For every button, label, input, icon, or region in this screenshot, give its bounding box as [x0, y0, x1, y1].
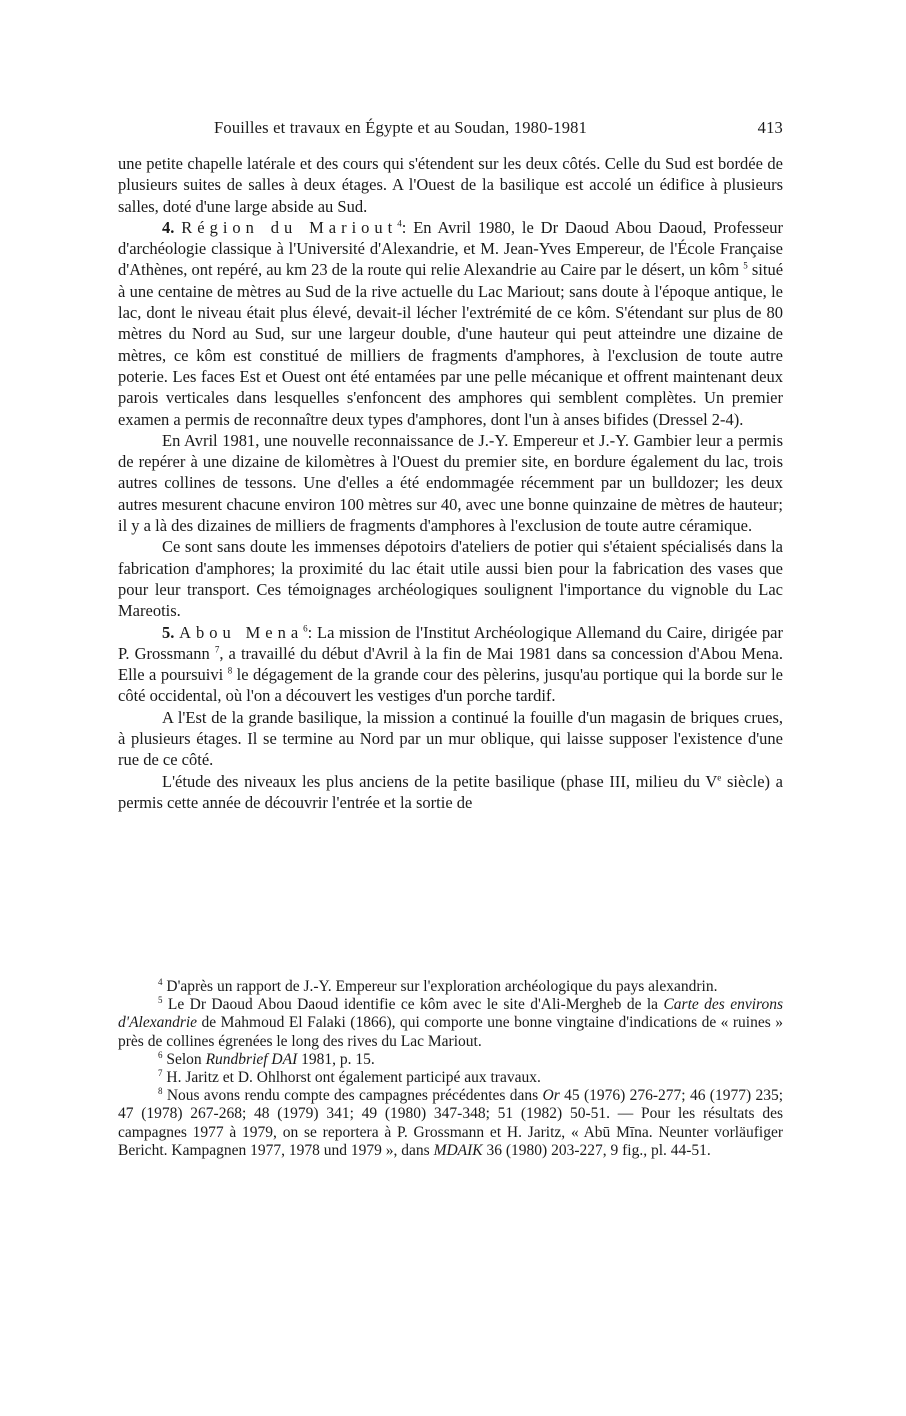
running-header [118, 118, 783, 140]
footnote-mark: 4 [158, 976, 163, 987]
footnote-mark: 5 [158, 995, 163, 1006]
paragraph [118, 771, 783, 814]
paragraph-text: : La mission de l'Institut Archéologique Allemand du Caire, dirigée par P. Grossmann [118, 622, 784, 663]
footnote-ref: 6 [303, 623, 308, 634]
section-heading: Région du Mariout [181, 217, 398, 237]
footnote-text: Selon [166, 1050, 202, 1068]
section-number: 5. [162, 622, 175, 642]
footnote-text: 36 (1980) 203-227, 9 fig., pl. 44-51. [486, 1141, 711, 1159]
paragraph [118, 217, 783, 430]
paragraph-text: En Avril 1981, une nouvelle reconnaissance de J.-Y. Empereur et J.-Y. Gambier leur a permis de repérer à une dizaine de kilomètres à l'Ouest du premier site, en bordure également du lac, trois autres collines de tessons. Une d'elles a été endommagée récemment par un bulldozer; les deux autres mesurent chacune environ 100 mètres sur 40, avec une bonne quinzaine de mètres de hauteur; il y a là des dizaines de milliers de fragments d'amphores à l'exclusion de toute autre céramique. [118, 430, 783, 536]
footnote-text: de Mahmoud El Falaki (1866), qui comporte une bonne vingtaine d'indications de « ruines » près de collines égrenées le long des rives du Lac Mariout. [118, 1014, 783, 1050]
paragraph [118, 153, 783, 217]
footnote-text: Le Dr Daoud Abou Daoud identifie ce kôm avec le site d'Ali-Mergheb de la [167, 996, 659, 1014]
footnote-text: D'après un rapport de J.-Y. Empereur sur l'exploration archéologique du pays alexandrin. [166, 978, 718, 995]
journal-title: Or [542, 1087, 560, 1105]
superscript: e [717, 772, 722, 783]
paragraph [118, 707, 783, 771]
paragraph-text: , a travaillé du début d'Avril à la fin de Mai 1981 dans sa concession d'Abou Mena. Elle a poursuivi [118, 643, 783, 685]
paragraph [118, 536, 783, 621]
footnote-text: 1981, p. 15. [301, 1050, 375, 1068]
footnote [118, 1051, 783, 1069]
footnote [118, 1087, 783, 1160]
footnote [118, 978, 783, 996]
footnote-mark: 6 [158, 1049, 163, 1060]
footnote-ref: 8 [227, 665, 233, 676]
section-heading: Abou Mena [179, 622, 304, 642]
footnote-text: H. Jaritz et D. Ohlhorst ont également participé aux travaux. [166, 1069, 541, 1087]
footnote-title: Carte des environs d'Alexandrie [118, 996, 784, 1032]
footnotes [118, 978, 783, 1160]
paragraph-text: le dégagement de la grande cour des pèlerins, jusqu'au portique qui la borde sur le côté occidental, où l'on a découvert les vestiges d'un porche tardif. [118, 665, 784, 706]
paragraph [118, 430, 783, 536]
page-number: 413 [757, 118, 783, 137]
running-title: Fouilles et travaux en Égypte et au Soudan, 1980-1981 [214, 118, 588, 137]
footnote [118, 1069, 783, 1087]
paragraph-text: situé à une centaine de mètres au Sud de la rive actuelle du Lac Mariout; sans doute à l'époque antique, le lac, dont le niveau était plus élevé, devait-il lécher l'extrémité de ce kôm. S'étendant sur plus de 80 mètres du Nord au Sud, sur une largeur double, d'une hauteur qui peut atteindre une dizaine de mètres, ce kôm est constitué de milliers de fragments d'amphores, à l'exclusion de toute autre poterie. Les faces Est et Ouest ont été entamées par une pelle mécanique et offrent maintenant deux parois verticales dans lesquelles s'enfoncent des amphores qui semblent complètes. Un premier examen a permis de reconnaître deux types d'amphores, dont l'un à anses bifides (Dressel 2-4). [118, 260, 784, 429]
footnote-mark: 8 [158, 1086, 163, 1097]
paragraph-text: une petite chapelle latérale et des cours qui s'étendent sur les deux côtés. Celle du Sud est bordée de plusieurs suites de salles à deux étages. A l'Ouest de la basilique est accolé un édifice à plusieurs salles, doté d'une large abside au Sud. [118, 154, 783, 216]
footnote-text: 45 (1976) 276-277; 46 (1977) 235; 47 (1978) 267-268; 48 (1979) 341; 49 (1980) 347-348; 51 (1982) 50-51. — Pour les résultats des campagnes 1977 à 1979, on se reportera à P. Grossmann et H. Jaritz, « Abū Mīna. Neunter vorläufiger Bericht. Kampagnen 1977, 1978 und 1979 », dans [118, 1087, 784, 1159]
paragraph-text: : En Avril 1980, le Dr Daoud Abou Daoud, Professeur d'archéologie classique à l'Université d'Alexandrie, et M. Jean-Yves Empereur, de l'École Française d'Athènes, ont repéré, au km 23 de la route qui relie Alexandrie au Caire par le désert, un kôm [118, 217, 783, 280]
paragraph-text: Ce sont sans doute les immenses dépotoirs d'ateliers de potier qui s'étaient spécialisés dans la fabrication d'amphores; la proximité du lac était utile aussi bien pour la fabrication des vases que pour leur transport. Ces témoignages archéologiques soulignent l'importance du vignoble du Lac Mareotis. [118, 537, 783, 621]
section-number: 4. [162, 217, 175, 237]
footnote-ref: 4 [397, 218, 402, 229]
footnote [118, 996, 783, 1051]
journal-title: MDAIK [433, 1141, 483, 1159]
paragraph-text: A l'Est de la grande basilique, la mission a continué la fouille d'un magasin de briques crues, à plusieurs étages. Il se termine au Nord par un mur oblique, qui laisse supposer l'existence d'une rue de ce côté. [118, 707, 783, 770]
footnote-mark: 7 [158, 1067, 163, 1078]
paragraph-text: L'étude des niveaux les plus anciens de la petite basilique (phase III, milieu du V [162, 771, 718, 791]
footnote-title: Rundbrief DAI [205, 1050, 298, 1068]
footnote-ref: 5 [743, 260, 748, 271]
paragraph-text: siècle) a permis cette année de découvrir l'entrée et la sortie de [118, 771, 783, 812]
footnote-text: Nous avons rendu compte des campagnes précédentes dans [166, 1087, 539, 1105]
paragraph [118, 622, 783, 707]
main-text [118, 153, 783, 813]
footnote-ref: 7 [214, 644, 220, 655]
